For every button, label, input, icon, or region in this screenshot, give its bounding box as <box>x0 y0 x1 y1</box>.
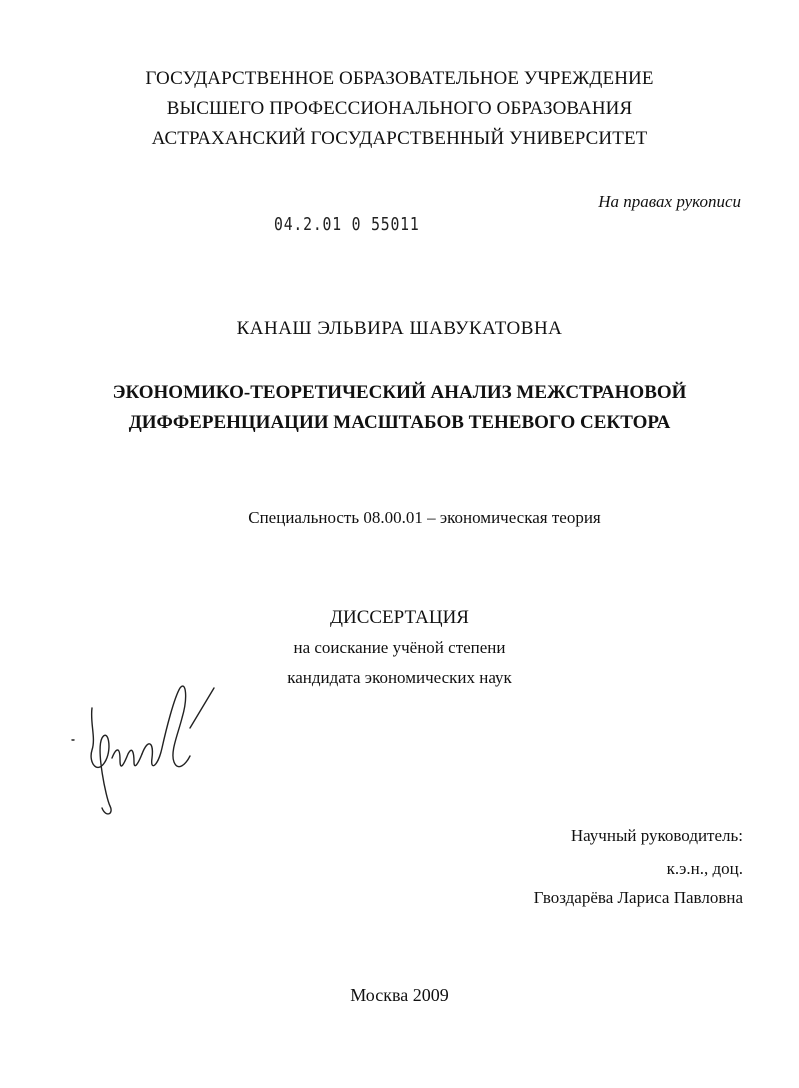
registry-stamp: 04.2.01 0 55011 <box>274 214 420 235</box>
institution-header <box>0 64 799 154</box>
institution-line-2: ВЫСШЕГО ПРОФЕССИОНАЛЬНОГО ОБРАЗОВАНИЯ <box>166 98 633 119</box>
thesis-title-line-1: ЭКОНОМИКО-ТЕОРЕТИЧЕСКИЙ АНАЛИЗ МЕЖСТРАНОВОЙ <box>112 382 687 403</box>
thesis-title-line-2: ДИФФЕРЕНЦИАЦИИ МАСШТАБОВ ТЕНЕВОГО СЕКТОРА <box>128 412 671 433</box>
manuscript-note: На правах рукописи <box>598 192 741 211</box>
handwritten-signature <box>62 668 232 818</box>
supervisor-degree: к.э.н., доц. <box>666 859 743 878</box>
institution-line-1: ГОСУДАРСТВЕННОЕ ОБРАЗОВАТЕЛЬНОЕ УЧРЕЖДЕНИЕ <box>145 68 654 89</box>
institution-line-3: АСТРАХАНСКИЙ ГОСУДАРСТВЕННЫЙ УНИВЕРСИТЕТ <box>151 128 648 149</box>
dissertation-degree-line-1: на соискание учёной степени <box>293 638 506 657</box>
supervisor-label: Научный руководитель: <box>570 826 743 845</box>
supervisor-name: Гвоздарёва Лариса Павловна <box>533 888 743 907</box>
specialty: Специальность 08.00.01 – экономическая теория <box>248 508 601 527</box>
author-name: КАНАШ ЭЛЬВИРА ШАВУКАТОВНА <box>236 318 563 339</box>
thesis-title <box>0 378 799 438</box>
dissertation-degree-line-2: кандидата экономических наук <box>287 668 512 687</box>
city-year: Москва 2009 <box>350 985 449 1005</box>
dissertation-heading: ДИССЕРТАЦИЯ <box>330 607 469 628</box>
